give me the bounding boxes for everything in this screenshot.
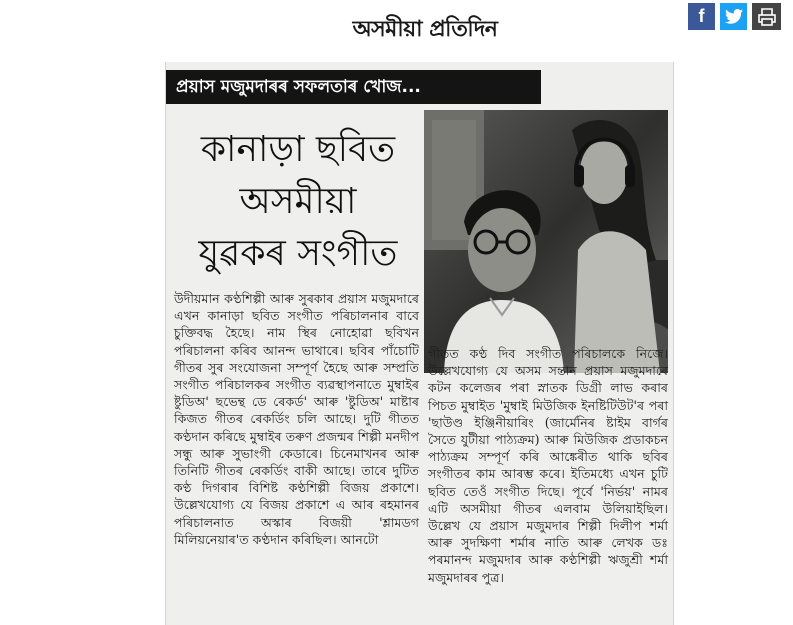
article-photo	[424, 110, 668, 373]
headline-line: কানাড়া ছবিত	[200, 129, 396, 170]
headline-line: অসমীয়া	[239, 181, 357, 222]
print-icon[interactable]	[752, 3, 781, 30]
facebook-icon[interactable]: f	[688, 3, 715, 30]
twitter-icon[interactable]	[720, 3, 747, 30]
headline-line: যুৱকৰ সংগীত	[198, 233, 398, 274]
article-body-left-column	[174, 290, 419, 548]
article-kicker: প্ৰয়াস মজুমদাৰৰ সফলতাৰ খোজ...	[166, 70, 541, 104]
article-body-right-column	[428, 345, 668, 586]
article-paragraph: উদীয়মান কণ্ঠশিল্পী আৰু সুৰকাৰ প্ৰয়াস মজুমদাৰে এখন কানাড়া ছবিত সংগীত পৰিচালনাৰ বাবে চুক্তিবদ্ধ হৈছে। নাম স্থিৰ নোহোৱা ছবিখন পৰিচালনা কৰিব আনন্দ ভাথাৰে। ছবিৰ পাঁচোটি গীতৰ সুৰ সংযোজনা সম্পূৰ্ণ হৈছে আৰু সম্প্ৰতি সংগীত পৰিচালকৰ সংগীত ব্যৱস্থাপনাতে মুম্বাইৰ ষ্টুডিঅ' ছভেন্থ ডে ৰেকৰ্ড' আৰু 'ষ্টুডিঅ' মাষ্টাৰ কিজত গীতৰ ৰেকৰ্ডিং চলি আছে। দুটি গীতত কণ্ঠদান কৰিছে মুম্বাইৰ তৰুণ প্ৰজন্মৰ শিল্পী মনদীপ সন্ধু আৰু সুভাংগী কেডাৰে। চিনেমাখনৰ আৰু তিনিটি গীতৰ ৰেকৰ্ডিং বাকী আছে। তাৰে দুটিত কণ্ঠ দিগৰাৰ বিশিষ্ট কণ্ঠশিল্পী বিজয় প্ৰকাশে। উল্লেখযোগ্য যে বিজয় প্ৰকাশে এ আৰ ৰহমানৰ পৰিচালনাত অস্কাৰ বিজয়ী 'শ্লামডগ মিলিয়নেয়াৰ'ত কণ্ঠদান কৰিছিল। আনটো	[174, 291, 419, 547]
masthead	[0, 0, 793, 50]
article-paragraph: গীতত কণ্ঠ দিব সংগীত পৰিচালকে নিজে। উল্লেখযোগ্য যে অসম সন্তান প্ৰয়াস মজুমদাৰে কটন কলেজৰ পৰা স্নাতক ডিগ্ৰী লাভ কৰাৰ পিচত মুম্বাইত 'মুম্বাই মিউজিক ইনষ্টিটিউট'ৰ পৰা 'ছাউণ্ড ইঞ্জিনীয়াৰিং (জাৰ্মেনিৰ ষ্টাইম বাৰ্গৰ সৈতে যুটীয়া পাঠ্যক্ৰম) আৰু মিউজিক প্ৰডাকচন পাঠ্যক্ৰম সম্পূৰ্ণ কৰি আঙ্কেৰীত থাকি ছবিৰ সংগীতৰ কাম আৰম্ভ কৰে। ইতিমধ্যে এখন চুটি ছবিত তেওঁ সংগীত দিছে। পূৰ্বে 'নিৰ্ভয়' নামৰ এটি অসমীয়া গীতৰ এলবাম উলিয়াইছিল। উল্লেখ যে প্ৰয়াস মজুমদাৰ শিল্পী দিলীপ শৰ্মা আৰু সুদক্ষিণা শৰ্মাৰ নাতি আৰু লেখক ডঃ পৰমানন্দ মজুমদাৰ আৰু কণ্ঠশিল্পী ঋজুশ্ৰী শৰ্মা মজুমদাৰৰ পুত্ৰ।	[428, 346, 668, 585]
article-headline	[174, 124, 422, 280]
newspaper-logo[interactable]: অসমীয়া প্ৰতিদিন	[352, 16, 498, 42]
newspaper-clipping	[165, 62, 674, 625]
